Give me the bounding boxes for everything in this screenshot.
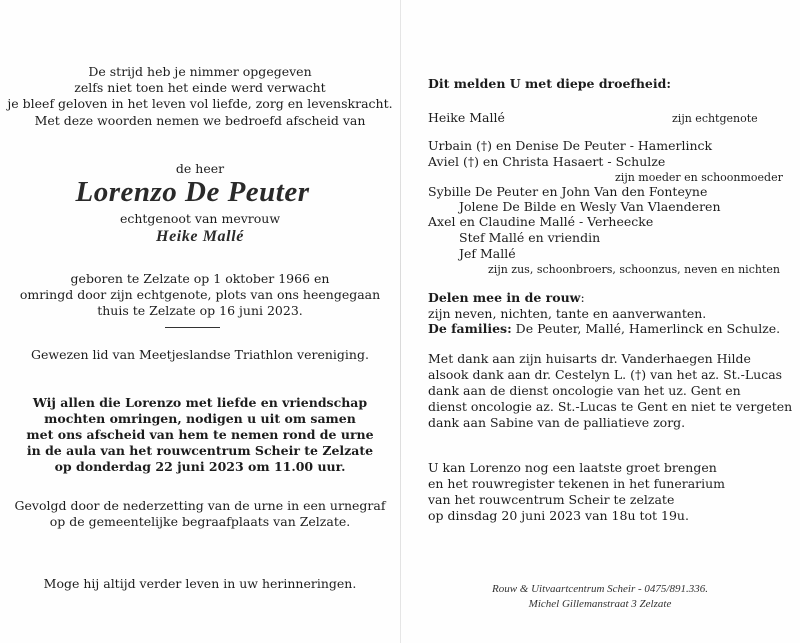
intro-line-3: je bleef geloven in het leven vol liefde, zorg en levenskracht.: [7, 96, 393, 111]
invitation-line-4: in de aula van het rouwcentrum Scheir te Zelzate: [26, 443, 374, 458]
spouse-prefix: echtgenoot van mevrouw: [119, 211, 281, 226]
spouse-name: Heike Mallé: [156, 228, 244, 245]
parents-line-1: Urbain (†) en Denise De Peuter - Hamerlinck: [428, 138, 713, 153]
visit-line-2: en het rouwregister tekenen in het funerarium: [428, 476, 726, 491]
intro-line-1: De strijd heb je nimmer opgegeven: [88, 64, 312, 79]
visit-line-4: op dinsdag 20 juni 2023 van 18u tot 19u.: [428, 508, 689, 523]
siblings-line-1: Sybille De Peuter en John Van den Fonteyne: [428, 184, 708, 199]
closing-line: Moge hij altijd verder leven in uw herinneringen.: [43, 576, 357, 591]
footer-line-1: Rouw & Uitvaartcentrum Scheir - 0475/891.336.: [491, 583, 708, 595]
intro-line-4: Met deze woorden nemen we bedroefd afscheid van: [34, 113, 366, 128]
invitation-line-1: Wij allen die Lorenzo met liefde en vriendschap: [32, 395, 368, 410]
siblings-role: zijn zus, schoonbroers, schoonzus, neven en nichten: [488, 263, 780, 276]
birth-line-1: geboren te Zelzate op 1 oktober 1966 en: [70, 271, 330, 286]
footer-line-2: Michel Gillemanstraat 3 Zelzate: [528, 598, 672, 610]
families-text: De Peuter, Mallé, Hamerlinck en Schulze.: [511, 321, 781, 336]
membership-line: Gewezen lid van Meetjeslandse Triathlon vereniging.: [31, 347, 369, 362]
invitation-line-3: met ons afscheid van hem te nemen rond de urne: [26, 427, 374, 442]
families-line: [428, 321, 780, 336]
parents-role: zijn moeder en schoonmoeder: [615, 171, 783, 184]
birth-line-2: omringd door zijn echtgenote, plots van ons heengegaan: [19, 287, 381, 302]
thanks-line-5: dank aan Sabine van de palliatieve zorg.: [428, 415, 686, 430]
siblings-line-3: Axel en Claudine Mallé - Verheecke: [428, 214, 654, 229]
right-heading: Dit melden U met diepe droefheid:: [428, 76, 671, 91]
thanks-line-3: dank aan de dienst oncologie van het uz. Gent en: [428, 383, 741, 398]
siblings-line-2: Jolene De Bilde en Wesly Van Vlaenderen: [459, 199, 721, 214]
share-line: zijn neven, nichten, tante en aanverwanten.: [428, 306, 707, 321]
share-heading-colon: :: [580, 290, 585, 305]
spouse-role: zijn echtgenote: [672, 112, 758, 125]
spouse-line: Heike Mallé: [428, 110, 505, 125]
deceased-name: Lorenzo De Peuter: [75, 176, 310, 208]
title-prefix: de heer: [175, 161, 225, 176]
siblings-line-4: Stef Mallé en vriendin: [459, 230, 601, 245]
parents-line-2: Aviel (†) en Christa Hasaert - Schulze: [428, 154, 666, 169]
share-heading: Delen mee in de rouw: [428, 290, 581, 305]
visit-line-3: van het rouwcentrum Scheir te zelzate: [428, 492, 675, 507]
invitation-line-2: mochten omringen, nodigen u uit om samen: [44, 411, 356, 426]
families-label: De families:: [428, 321, 512, 336]
visit-line-1: U kan Lorenzo nog een laatste groet brengen: [428, 460, 717, 475]
thanks-line-4: dienst oncologie az. St.-Lucas te Gent en niet te vergeten: [428, 399, 793, 414]
thanks-line-2: alsook dank aan dr. Cestelyn L. (†) van het az. St.-Lucas: [428, 367, 783, 382]
divider: [165, 327, 220, 328]
intro-line-2: zelfs niet toen het einde werd verwacht: [74, 80, 326, 95]
share-heading-line: [428, 290, 585, 305]
page-fold: [400, 0, 401, 643]
thanks-line-1: Met dank aan zijn huisarts dr. Vanderhaegen Hilde: [428, 351, 751, 366]
invitation-line-5: op donderdag 22 juni 2023 om 11.00 uur.: [54, 459, 346, 474]
burial-line-2: op de gemeentelijke begraafplaats van Zelzate.: [49, 514, 351, 529]
birth-line-3: thuis te Zelzate op 16 juni 2023.: [97, 303, 303, 318]
burial-line-1: Gevolgd door de nederzetting van de urne in een urnegraf: [14, 498, 386, 513]
siblings-line-5: Jef Mallé: [459, 246, 516, 261]
